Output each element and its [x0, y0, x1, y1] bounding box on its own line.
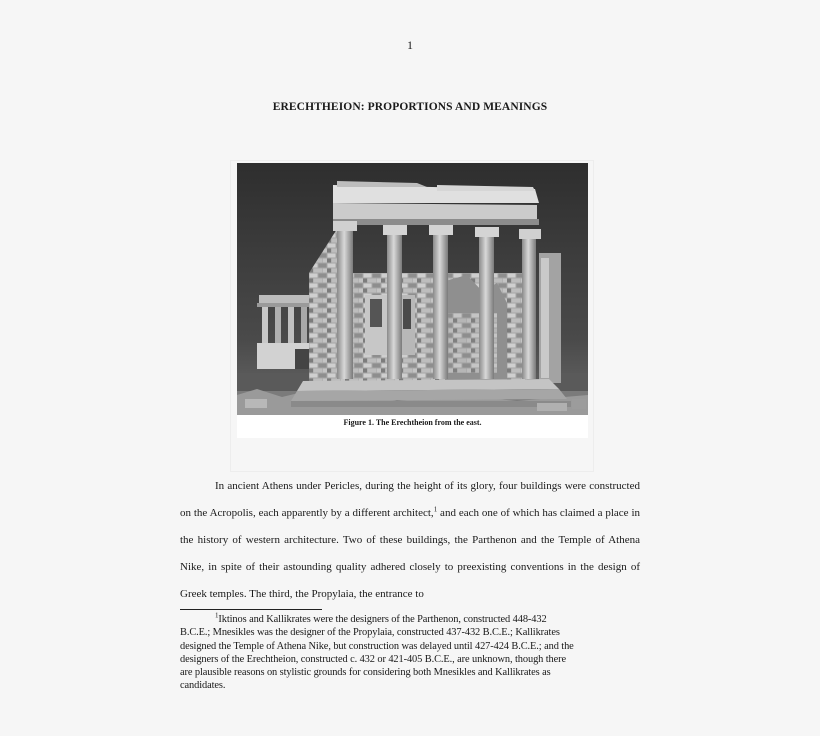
- body-paragraph: [180, 473, 640, 608]
- footnote-line: [180, 613, 640, 626]
- footnote-line: B.C.E.; Mnesikles was the designer of the Propylaia, constructed 437-432 B.C.E.; Kallikrates: [180, 627, 560, 639]
- footnote-line: designers of the Erechtheion, constructed c. 432 or 421-405 B.C.E., are unknown, though there: [180, 653, 567, 665]
- footnote-line: designed the Temple of Athena Nike, but construction was delayed until 427-424 B.C.E.; and the: [180, 640, 574, 652]
- footnote-text: Iktinos and Kallikrates were the designers of the Parthenon, constructed 448-432: [218, 614, 547, 625]
- footnote-separator: [180, 609, 322, 610]
- figure: [237, 163, 588, 438]
- figure-caption: Figure 1. The Erechtheion from the east.: [343, 418, 482, 427]
- footnote: [180, 613, 640, 693]
- page-title: ERECHTHEION: PROPORTIONS AND MEANINGS: [272, 101, 548, 113]
- body-text-part-2: and each one of which has claimed a place in the history of western architecture. Two of these buildings, the Parthenon and the Temple of Athena Nike, in spite of their astounding quality adhered closely to preexisting conventions in the design of Greek temples. The third, the Propylaia, the entrance to: [180, 506, 640, 600]
- footnote-line: are plausible reasons on stylistic grounds for considering both Mnesikles and Kallikrates as: [180, 667, 551, 679]
- footnote-mark: 1: [215, 611, 219, 620]
- footnote-reference[interactable]: 1: [433, 505, 438, 514]
- erechtheion-photo: [237, 163, 588, 415]
- page-number: 1: [407, 38, 413, 52]
- footnote-line: candidates.: [180, 680, 226, 692]
- body-text-part-1: In ancient Athens under Pericles, during the height of its glory, four buildings were constructed on the Acropolis, each apparently by a different architect,: [180, 480, 640, 519]
